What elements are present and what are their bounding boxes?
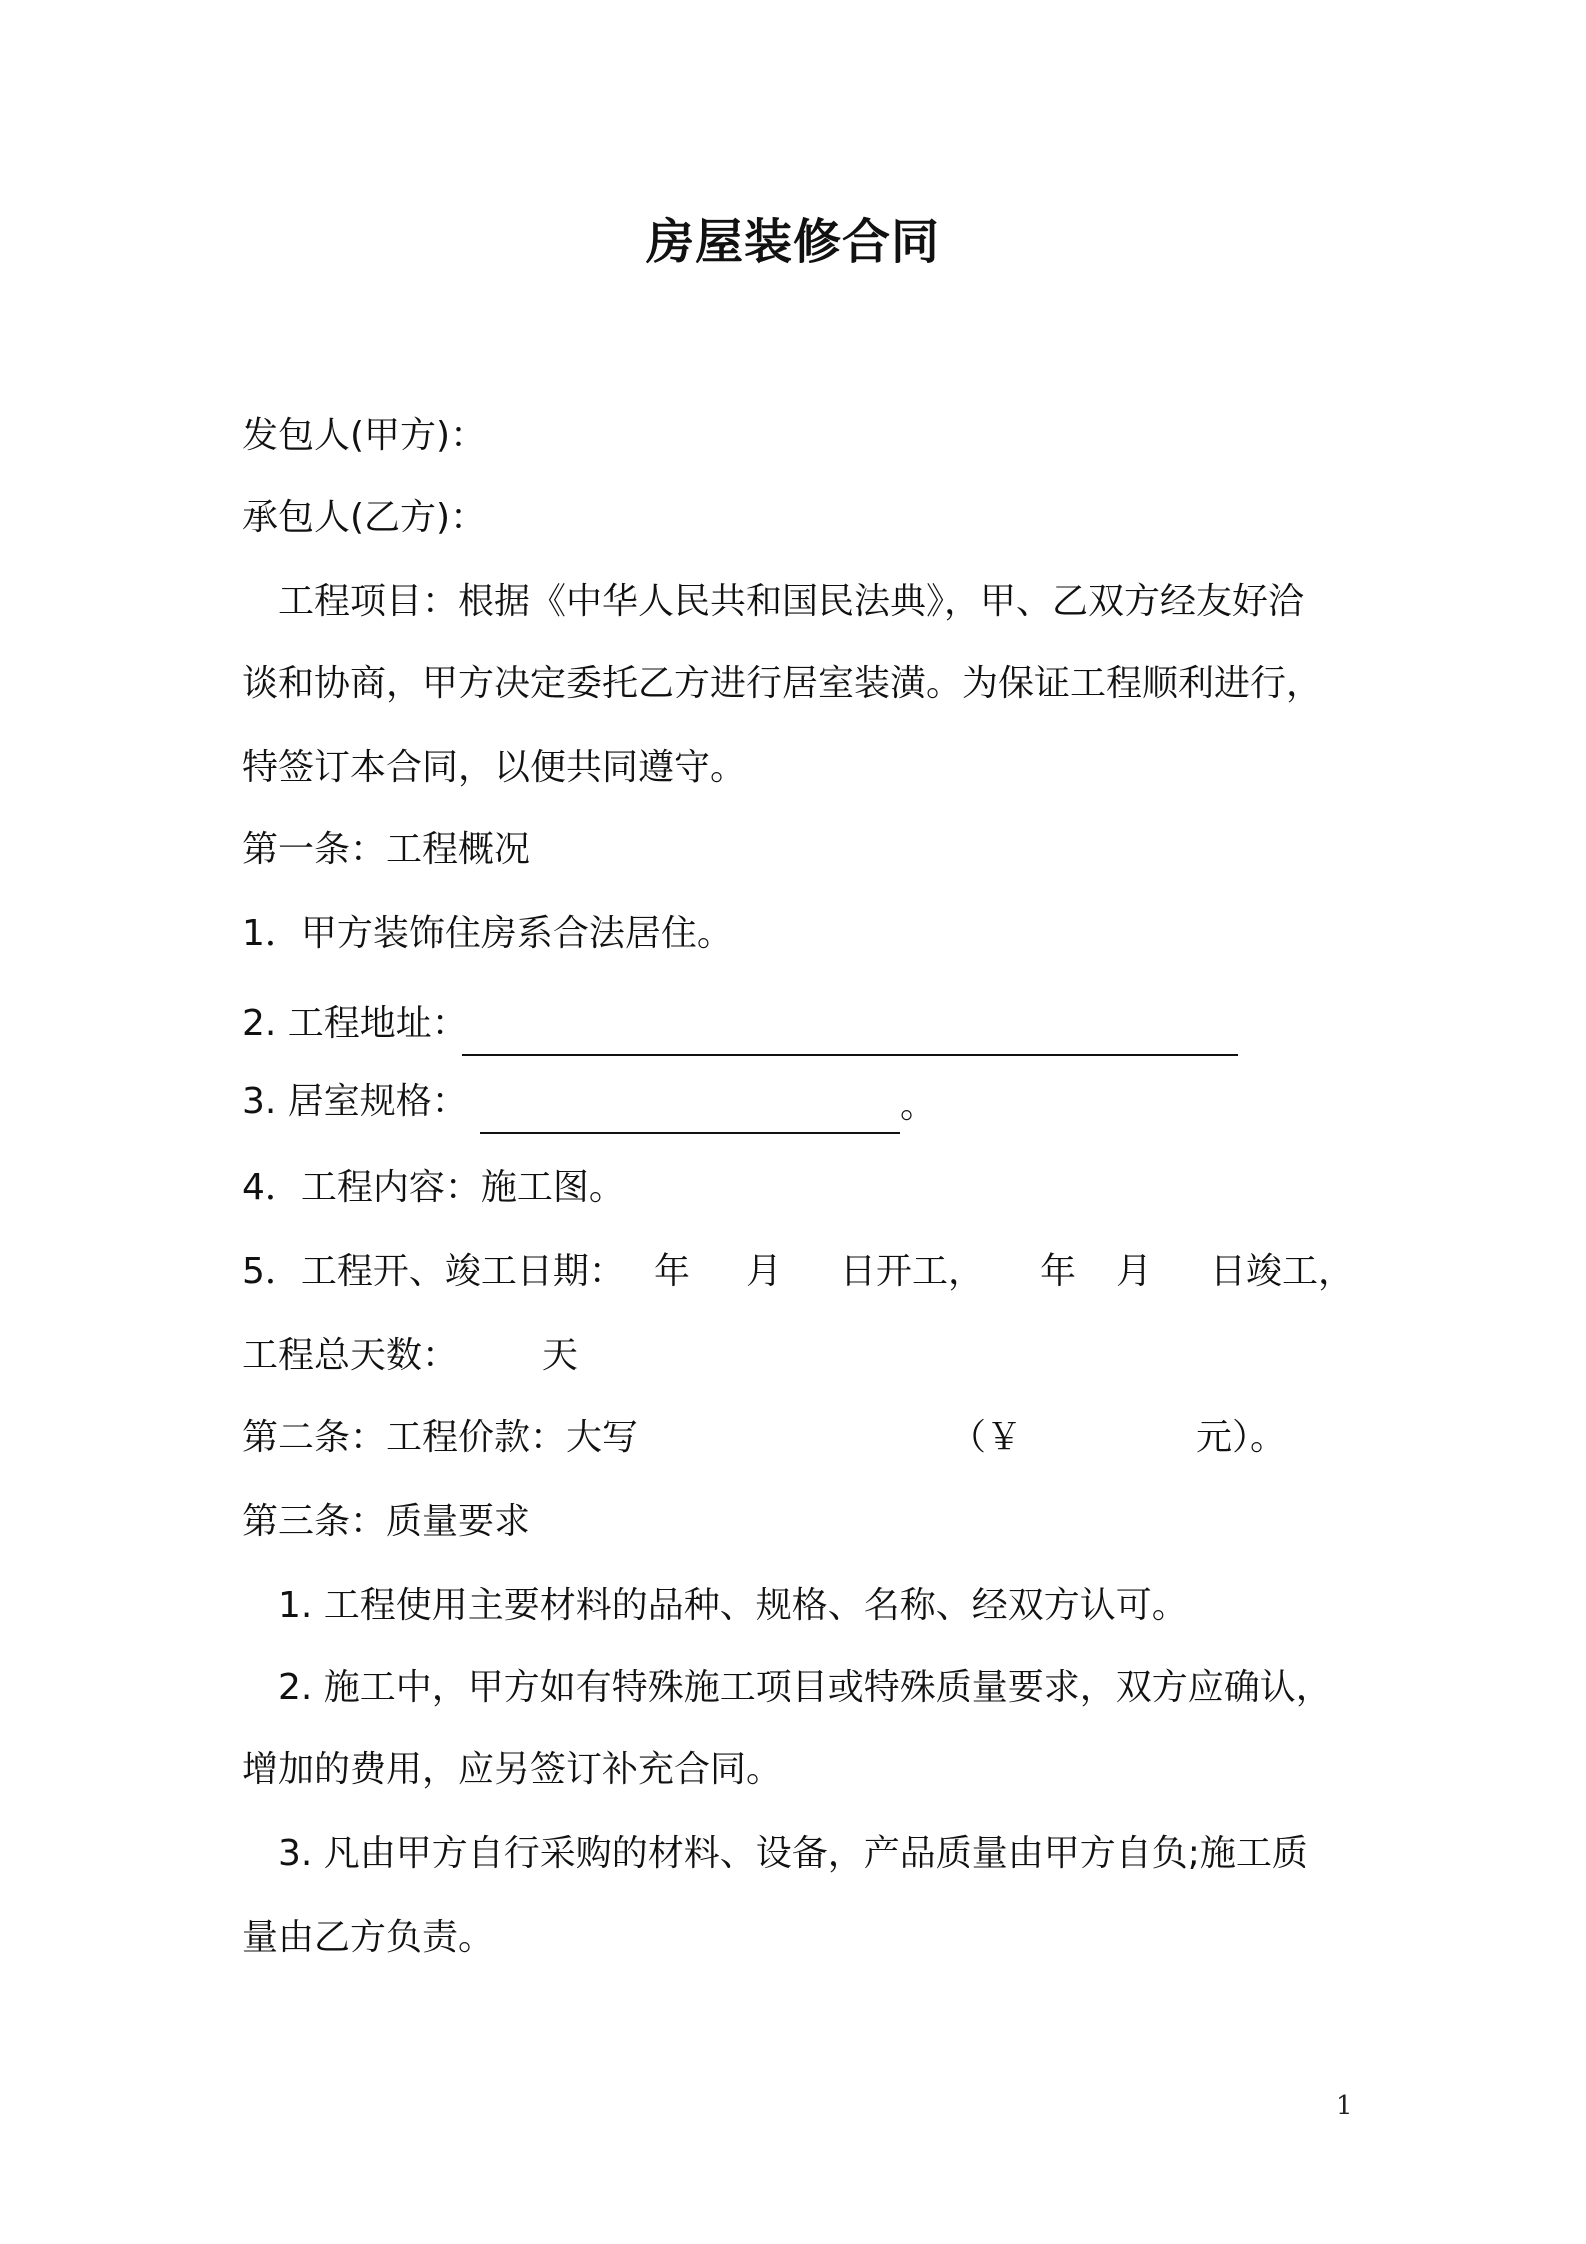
start-month-label: 月 [746,1251,783,1292]
start-year-label: 年 [654,1251,691,1292]
start-day-label: 日开工， [840,1251,985,1292]
article-3-item-2-line-2: 增加的费用，应另签订补充合同。 [242,1749,783,1790]
article-3-heading: 第三条：质量要求 [242,1501,531,1542]
article-2-price-paren-open: （￥ [950,1417,1023,1458]
article-1-item-5-label: 5．工程开、竣工日期： [242,1251,625,1292]
article-1-item-3-end: 。 [900,1085,937,1126]
end-day-label: 日竣工， [1210,1251,1355,1292]
total-days-unit: 天 [542,1335,579,1376]
page-number: 1 [1336,2091,1353,2121]
article-2-price-label: 第二条：工程价款：大写 [242,1417,639,1458]
document-title: 房屋装修合同 [645,214,940,270]
article-3-item-3-line-2: 量由乙方负责。 [242,1917,495,1958]
article-2-price-paren-close: 元）。 [1196,1417,1287,1458]
intro-line-2: 谈和协商，甲方决定委托乙方进行居室装潢。为保证工程顺利进行， [242,663,1323,704]
article-1-item-2-label: 2. 工程地址： [242,1003,468,1044]
end-year-label: 年 [1040,1251,1077,1292]
total-days-label: 工程总天数： [242,1335,459,1376]
article-3-item-1: 1. 工程使用主要材料的品种、规格、名称、经双方认可。 [278,1585,1188,1626]
party-b-line: 承包人(乙方)： [242,497,487,538]
article-1-item-3-label: 3. 居室规格： [242,1081,468,1122]
article-1-item-4: 4．工程内容：施工图。 [242,1167,625,1208]
end-month-label: 月 [1116,1251,1153,1292]
intro-line-3: 特签订本合同，以便共同遵守。 [242,747,747,788]
party-a-line: 发包人(甲方)： [242,415,487,456]
address-blank-line [462,1054,1238,1056]
article-1-heading: 第一条：工程概况 [242,829,531,870]
room-spec-blank-line [480,1132,900,1134]
article-3-item-3-line-1: 3. 凡由甲方自行采购的材料、设备，产品质量由甲方自负;施工质 [278,1833,1308,1874]
article-1-item-1: 1．甲方装饰住房系合法居住。 [242,913,733,954]
intro-line-1: 工程项目：根据《中华人民共和国民法典》，甲、乙双方经友好洽 [278,581,1305,622]
article-3-item-2-line-1: 2. 施工中，甲方如有特殊施工项目或特殊质量要求，双方应确认， [278,1667,1332,1708]
